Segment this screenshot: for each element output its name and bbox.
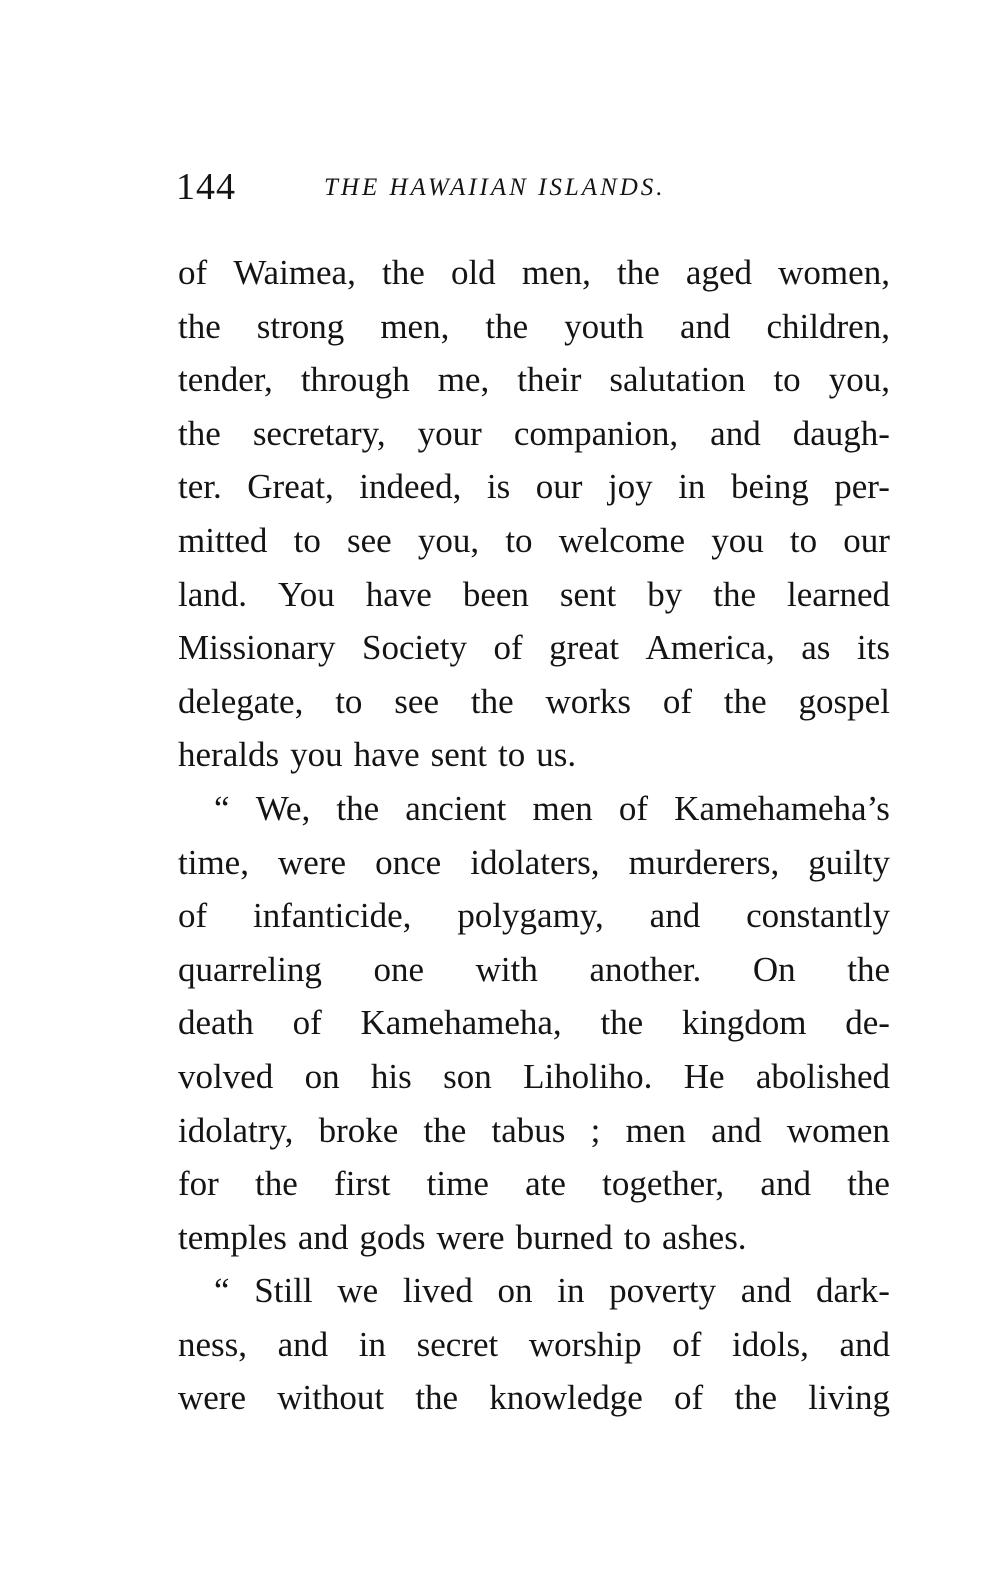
- text-line: of infanticide, polygamy, and constantly: [178, 896, 890, 936]
- text-line: delegate, to see the works of the gospel: [178, 681, 890, 721]
- text-line: for the first time ate together, and the: [178, 1164, 890, 1204]
- text-line: ness, and in secret worship of idols, and: [178, 1324, 890, 1364]
- text-line: heralds you have sent to us.: [178, 735, 577, 775]
- text-line: Missionary Society of great America, as its: [178, 628, 890, 668]
- text-line: death of Kamehameha, the kingdom de-: [178, 1003, 890, 1043]
- text-line: ter. Great, indeed, is our joy in being per-: [178, 467, 890, 507]
- text-line: mitted to see you, to welcome you to our: [178, 520, 890, 560]
- text-line: temples and gods were burned to ashes.: [178, 1217, 747, 1257]
- body-text: [178, 246, 890, 1425]
- text-line: were without the knowledge of the living: [178, 1378, 890, 1418]
- text-line: “ We, the ancient men of Kamehameha’s: [214, 788, 890, 828]
- text-line: of Waimea, the old men, the aged women,: [178, 253, 890, 292]
- text-line: “ Still we lived on in poverty and dark-: [214, 1271, 890, 1311]
- running-header: [176, 162, 896, 212]
- text-line: quarreling one with another. On the: [178, 949, 890, 989]
- text-line: land. You have been sent by the learned: [178, 574, 890, 614]
- text-line: volved on his son Liholiho. He abolished: [178, 1056, 890, 1096]
- page-number: 144: [176, 166, 236, 208]
- text-line: idolatry, broke the tabus ; men and women: [178, 1110, 890, 1150]
- running-title: THE HAWAIIAN ISLANDS.: [324, 174, 666, 201]
- text-line: the strong men, the youth and children,: [178, 306, 890, 346]
- text-line: tender, through me, their salutation to you,: [178, 360, 890, 400]
- text-line: time, were once idolaters, murderers, guilty: [178, 842, 890, 882]
- text-line: the secretary, your companion, and daugh-: [178, 413, 890, 453]
